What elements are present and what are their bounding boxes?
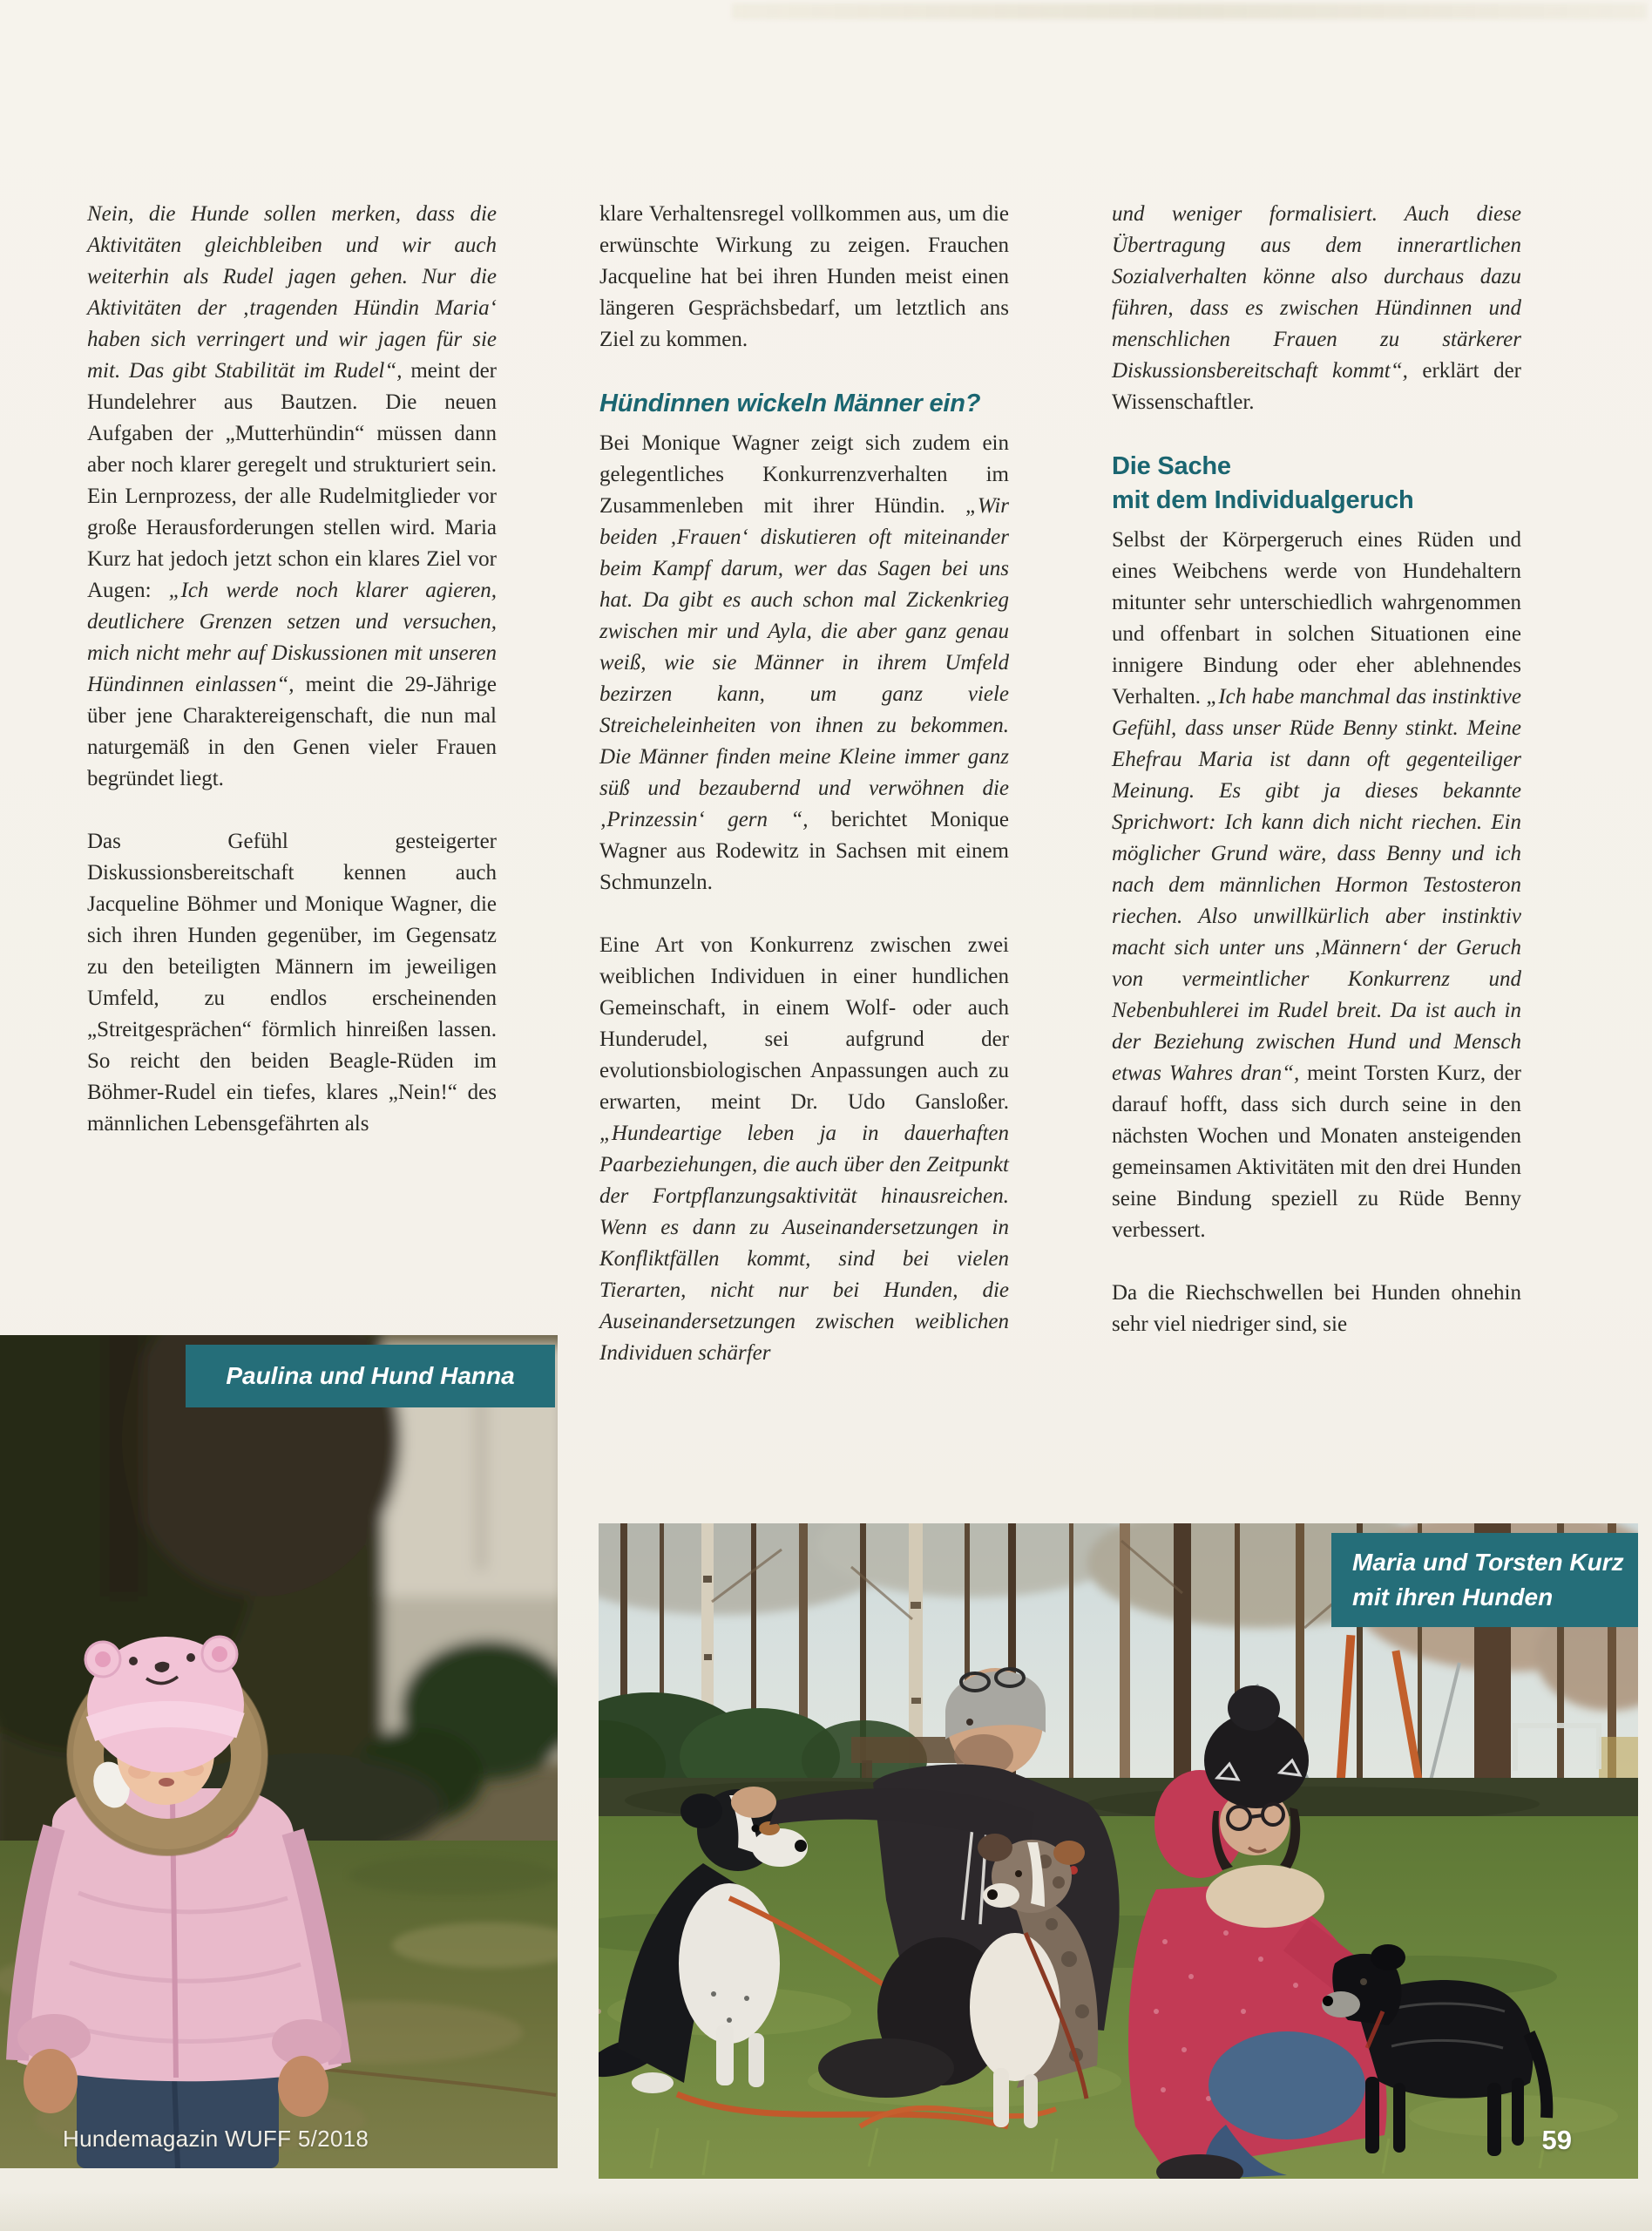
photo-paulina [0, 1335, 558, 2168]
bear-eye-left [129, 1657, 138, 1665]
text-segment: „Wir beiden ‚Frauen‘ diskutieren oft miteinander beim Kampf darum, wer das Sagen bei uns hat. Da gibt es auch schon mal Zickenkrieg zwischen mir und Ayla, die aber ganz genau weiß, wie sie Männer in ihrem Umfeld bezirzen kann, um ganz viele Streicheleinheiten von ihnen zu bekommen. Die Männer finden meine Kleine immer ganz süß und bezaubernd und verwöhnen die ‚Prinzessin‘ gern “, [599, 494, 1009, 831]
text-segment: klare Verhaltensregel vollkommen aus, um die erwünschte Wirkung zu zeigen. Frauchen Jacqueline hat bei ihren Hunden meist einen längeren Gesprächsbedarf, um letztlich ans Ziel zu kommen. [599, 202, 1009, 351]
man-eye [966, 1719, 973, 1726]
text-segment: „Ich habe manchmal das instinktive Gefühl, dass unser Rüde Benny stinkt. Meine Ehefrau Maria ist dann oft gegenteiliger Meinung. Es gibt ja dieses bekannte Sprichwort: Ich kann dich nicht riechen. Ein möglicher Grund wäre, dass Benny und ich nach dem männlichen Hormon Testosteron riechen. Also unwillkürlich aber instinktiv macht sich unter uns ‚Männern‘ der Geruch von vermeintlicher Konkurrenz und Nebenbuhlerei im Rudel breit. Da ist auch in der Beziehung zwischen Hund und Mensch etwas Wahres dran“, [1112, 685, 1521, 1085]
photo-kurz-family [599, 1523, 1638, 2179]
heading-line: mit dem Individualgeruch [1112, 486, 1414, 514]
benny-leg-4 [1512, 2078, 1524, 2146]
paragraph [599, 428, 1009, 899]
section-heading [599, 387, 1009, 421]
distant-building [1599, 1737, 1638, 1779]
fur-collar [1206, 1865, 1324, 1928]
text-segment: Eine Art von Konkurrenz zwischen zwei weiblichen Individuen in einer hundlichen Gemeinschaft, in einem Wolf- oder auch Hunderudel, sei aufgrund der evolutionsbiologischen Anpassungen auch zu erwarten, meint Dr. Udo Gansloßer. [599, 933, 1009, 1114]
text-column-middle [599, 199, 1009, 1400]
bear-eye-right [186, 1653, 195, 1662]
benny-leg-1 [1365, 2077, 1379, 2153]
paragraph [599, 199, 1009, 356]
right-hand [278, 2056, 328, 2117]
benny-ear [1371, 1944, 1405, 1970]
photo-paulina-illustration [0, 1335, 558, 2168]
bear-ear-right-inner [212, 1646, 227, 1662]
text-segment: „Ich werde noch klarer agieren, deutlichere Grenzen setzen und versuchen, mich nicht mehr auf Diskussionen mit unseren Hündinnen einlassen“, [87, 579, 497, 696]
paragraph [1112, 1278, 1521, 1340]
paragraph [87, 199, 497, 795]
beanie-knot [1228, 1685, 1280, 1731]
text-segment: Das Gefühl gesteigerter Diskussionsbereitschaft kennen auch Jacqueline Böhmer und Monique Wagner, die sich ihren Hunden gegenüber, im Gegensatz zu den beteiligten Männern im jeweiligen Umfeld, zu endlos erscheinenden „Streitgesprächen“ förmlich hinreißen lassen. So reicht den beiden Beagle-Rüden im Böhmer-Rudel ein tiefes, klares „Nein!“ des männlichen Lebensgefährten als [87, 830, 497, 1136]
aussie-nose [987, 1889, 998, 1900]
mouth [159, 1778, 174, 1787]
collie-front-leg-2 [748, 2033, 764, 2087]
aussie-leg-2 [1024, 2074, 1038, 2128]
benny-leg-2 [1393, 2083, 1405, 2153]
aussie-ear-left [978, 1834, 1012, 1861]
left-hand [24, 2049, 78, 2113]
bear-ear-left-inner [95, 1651, 111, 1667]
glasses-bridge [1250, 1815, 1263, 1817]
scan-bleed-bottom [0, 2191, 1652, 2231]
text-segment: meint der Hundelehrer aus Bautzen. Die neuen Aufgaben der „Mutterhündin“ müssen dann aber noch klarer geregelt und strukturiert sein. Ein Lernprozess, der alle Rudelmitglieder vor große Herausforderungen stellen wird. Maria Kurz hat jedoch jetzt schon ein klares Ziel vor Augen: [87, 359, 497, 602]
man-shoe [818, 2038, 954, 2098]
collie-eye [752, 1825, 760, 1833]
collie-front-leg-1 [716, 2024, 734, 2085]
collie-hind-paw [632, 2072, 674, 2093]
hat-brim [91, 1714, 240, 1729]
benny-eye [1360, 1978, 1367, 1985]
man-hand-on-collie [731, 1787, 776, 1818]
text-column-right [1112, 199, 1521, 1372]
photo-credit: Hundemagazin WUFF 5/2018 [63, 2126, 369, 2152]
section-heading [1112, 450, 1521, 518]
aussie-leg-1 [993, 2068, 1009, 2127]
text-segment: berichtet Monique Wagner aus Rodewitz in Sachsen mit einem Schmunzeln. [599, 808, 1009, 894]
jeans-knee [1209, 2031, 1365, 2139]
photo-caption-right [1331, 1533, 1638, 1627]
paragraph [599, 930, 1009, 1369]
heading-line: Die Sache [1112, 452, 1231, 480]
text-segment: meint die 29-Jährige über jene Charaktereigenschaft, die nun mal naturgemäß in den Genen vieler Frauen begründet liegt. [87, 673, 497, 790]
benny-nose [1323, 1996, 1333, 2006]
text-segment: Bei Monique Wagner zeigt sich zudem ein gelegentliches Konkurrenzverhalten im Zusammenleben mit ihrer Hündin. [599, 431, 1009, 518]
jeans-seam [174, 2076, 178, 2168]
page-number: 59 [1541, 2125, 1572, 2155]
aussie-eye [1015, 1870, 1022, 1877]
collie-ear [680, 1794, 722, 1828]
text-segment: meint Torsten Kurz, der darauf hofft, dass sich durch seine in den nächsten Wochen und Monaten ansteigenden gemeinsamen Aktivitäten mit den drei Hunden seine Bindung speziell zu Rüde Benny verbessert. [1112, 1061, 1521, 1242]
text-segment: und weniger formalisiert. Auch diese Übertragung aus dem innerartlichen Sozialverhalten könne also durchaus dazu führen, dass es zwischen Hündinnen und menschlichen Frauen zu stärkerer Diskussionsbereitschaft kommt“, [1112, 202, 1521, 383]
text-segment: erklärt der Wissenschaftler. [1112, 359, 1521, 414]
heading-line: Hündinnen wickeln Männer ein? [599, 390, 981, 417]
text-segment: „Hundeartige leben ja in dauerhaften Paarbeziehungen, die auch über den Zeitpunkt der Fortpflanzungsaktivität hinausreichen. Wenn es dann zu Auseinandersetzungen in Konfliktfällen kommt, sind bei vielen Tierarten, nicht nur bei Hunden, die Auseinandersetzungen zwischen weiblichen Individuen schärfer [599, 1122, 1009, 1365]
text-segment: Selbst der Körpergeruch eines Rüden und eines Weibchens werde von Hundehaltern mitunter sehr unterschiedlich wahrgenommen und offenbart in solchen Situationen eine innigere Bindung oder eher ablehnendes Verhalten. [1112, 528, 1521, 709]
benny-leg-3 [1487, 2083, 1501, 2156]
scan-bleed-top [732, 3, 1647, 19]
photo-caption-left [186, 1345, 555, 1407]
aussie-chest [970, 1933, 1060, 2081]
text-segment: Da die Riechschwellen bei Hunden ohnehin sehr viel niedriger sind, sie [1112, 1281, 1521, 1336]
paragraph [1112, 525, 1521, 1246]
text-segment: Nein, die Hunde sollen merken, dass die Aktivitäten gleichbleiben und wir auch weiterhin als Rudel jagen gehen. Nur die Aktivitäten der ‚tragenden Hündin Maria‘ haben sich verringert und wir jagen für sie mit. Das gibt Stabilität im Rudel“, [87, 202, 497, 383]
aussie-ear-right [1053, 1841, 1085, 1865]
caption-text: Paulina und Hund Hanna [226, 1362, 515, 1389]
collie-nose [795, 1840, 807, 1852]
caption-line-2: mit ihren Hunden [1352, 1583, 1554, 1611]
caption-line-1: Maria und Torsten Kurz [1352, 1549, 1624, 1576]
paragraph [87, 826, 497, 1140]
text-column-left [87, 199, 497, 1171]
paragraph [1112, 199, 1521, 418]
